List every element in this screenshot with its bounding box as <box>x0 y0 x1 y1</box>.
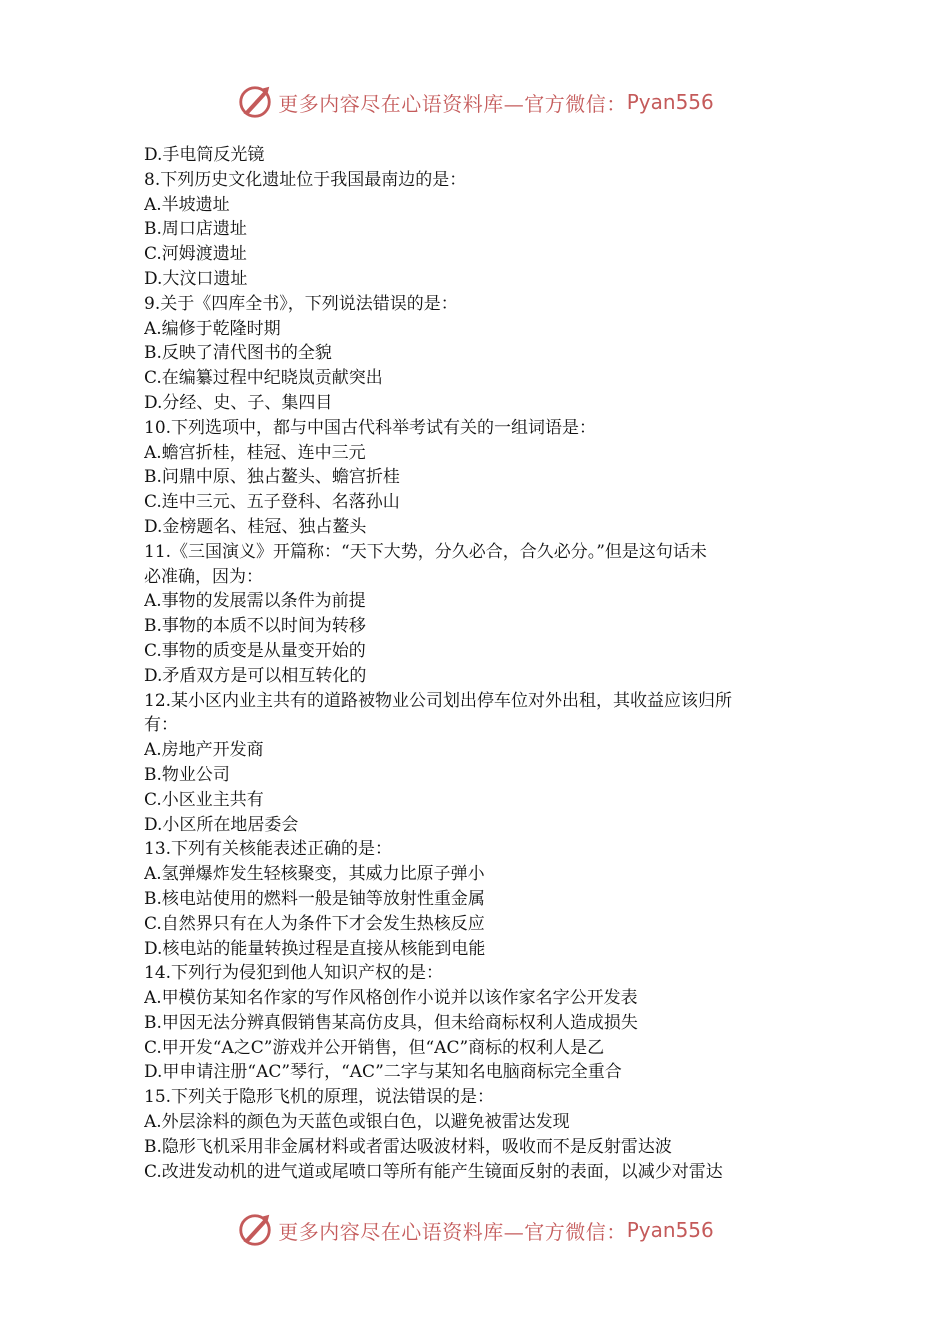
option-line: A.房地产开发商 <box>144 740 264 761</box>
option-line: D.核电站的能量转换过程是直接从核能到电能 <box>144 938 486 959</box>
option-line: D.分经、史、子、集四目 <box>144 392 333 413</box>
header-banner <box>0 82 950 122</box>
banner-wechat-id: Pyan556 <box>626 90 714 114</box>
quill-logo-icon <box>236 1211 274 1249</box>
question-11-cont: 必准确，因为： <box>144 566 263 587</box>
option-line: D.金榜题名、桂冠、独占鳌头 <box>144 516 367 537</box>
question-15: 15.下列关于隐形飞机的原理，说法错误的是： <box>144 1087 495 1108</box>
option-line: A.编修于乾隆时期 <box>144 318 281 339</box>
option-line: C.河姆渡遗址 <box>144 244 247 265</box>
option-line: C.连中三元、五子登科、名落孙山 <box>144 492 400 513</box>
banner-text: 更多内容尽在心语资料库—官方微信： <box>278 1219 627 1244</box>
question-12-cont: 有： <box>144 715 178 736</box>
option-line: A.半坡遗址 <box>144 194 230 215</box>
option-line: C.改进发动机的进气道或尾喷口等所有能产生镜面反射的表面，以减少对雷达 <box>144 1161 723 1182</box>
document-body <box>144 143 814 1184</box>
question-10: 10.下列选项中，都与中国古代科举考试有关的一组词语是： <box>144 417 597 438</box>
option-line: A.氢弹爆炸发生轻核聚变，其威力比原子弹小 <box>144 864 485 885</box>
footer-banner <box>0 1210 950 1250</box>
option-line: C.事物的质变是从量变开始的 <box>144 640 366 661</box>
banner-wechat-id: Pyan556 <box>626 1218 714 1242</box>
option-line: D.甲申请注册“AC”琴行，“AC”二字与某知名电脑商标完全重合 <box>144 1062 622 1083</box>
option-line: C.小区业主共有 <box>144 789 264 810</box>
option-line: B.核电站使用的燃料一般是铀等放射性重金属 <box>144 888 485 909</box>
question-8: 8.下列历史文化遗址位于我国最南边的是： <box>144 169 467 190</box>
question-9: 9.关于《四库全书》，下列说法错误的是： <box>144 293 458 314</box>
option-line: A.甲模仿某知名作家的写作风格创作小说并以该作家名字公开发表 <box>144 988 638 1009</box>
option-line: B.事物的本质不以时间为转移 <box>144 616 366 637</box>
banner-text: 更多内容尽在心语资料库—官方微信： <box>278 91 627 116</box>
option-line: C.在编纂过程中纪晓岚贡献突出 <box>144 368 383 389</box>
option-line: B.隐形飞机采用非金属材料或者雷达吸波材料，吸收而不是反射雷达波 <box>144 1136 672 1157</box>
option-line: D.大汶口遗址 <box>144 268 248 289</box>
option-line: A.事物的发展需以条件为前提 <box>144 591 366 612</box>
option-line: B.问鼎中原、独占鳌头、蟾宫折桂 <box>144 467 400 488</box>
option-line: C.甲开发“A之C”游戏并公开销售，但“AC”商标的权利人是乙 <box>144 1037 605 1058</box>
option-line: A.蟾宫折桂，桂冠、连中三元 <box>144 442 366 463</box>
option-line: D.小区所在地居委会 <box>144 814 299 835</box>
quill-logo-icon <box>236 83 274 121</box>
question-12: 12.某小区内业主共有的道路被物业公司划出停车位对外出租，其收益应该归所 <box>144 690 733 711</box>
option-line: A.外层涂料的颜色为天蓝色或银白色，以避免被雷达发现 <box>144 1112 570 1133</box>
question-11: 11.《三国演义》开篇称：“天下大势，分久必合，合久必分。”但是这句话未 <box>144 541 707 562</box>
text-line: D.手电筒反光镜 <box>144 145 265 165</box>
option-line: C.自然界只有在人为条件下才会发生热核反应 <box>144 913 485 934</box>
question-13: 13.下列有关核能表述正确的是： <box>144 839 393 860</box>
option-line: D.矛盾双方是可以相互转化的 <box>144 665 367 686</box>
question-14: 14.下列行为侵犯到他人知识产权的是： <box>144 963 444 984</box>
option-line: B.反映了清代图书的全貌 <box>144 343 332 364</box>
option-line: B.甲因无法分辨真假销售某高仿皮具，但未给商标权利人造成损失 <box>144 1012 638 1033</box>
option-line: B.物业公司 <box>144 764 230 785</box>
option-line: B.周口店遗址 <box>144 219 247 240</box>
